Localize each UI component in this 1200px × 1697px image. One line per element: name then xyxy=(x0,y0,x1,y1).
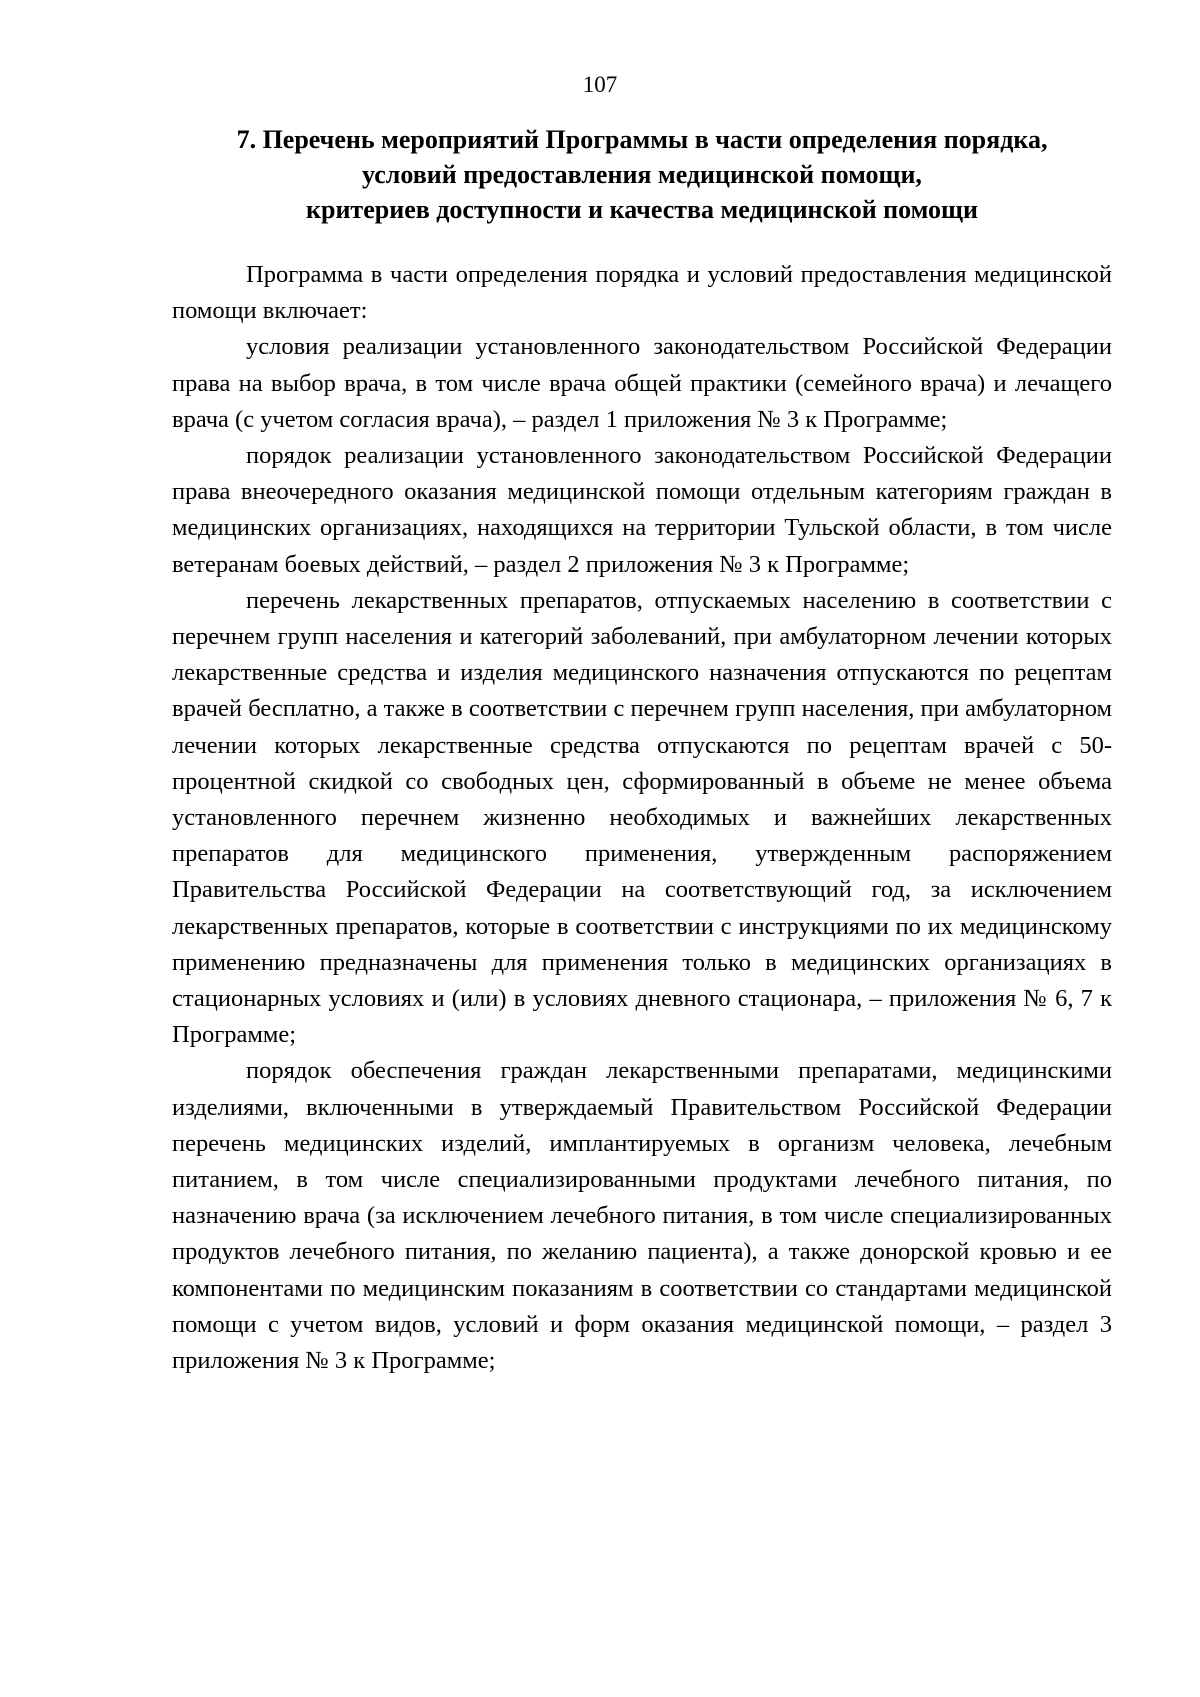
heading-line: критериев доступности и качества медицинской помощи xyxy=(306,195,978,224)
section-heading xyxy=(160,122,1124,227)
page-number: 107 xyxy=(582,72,618,97)
heading-line: 7. Перечень мероприятий Программы в части определения порядка, xyxy=(236,125,1048,154)
body-text xyxy=(172,257,1112,1379)
paragraph-intro: Программа в части определения порядка и условий предоставления медицинской помощи включает: xyxy=(172,261,1112,325)
paragraph-priority-care: порядок реализации установленного законодательством Российской Федерации права внеочередного оказания медицинской помощи отдельным категориям граждан в медицинских организациях, находящихся на территории Тульской области, в том числе ветеранам боевых действий, – раздел 2 приложения № 3 к Программе; xyxy=(172,442,1112,578)
paragraph-drug-list: перечень лекарственных препаратов, отпускаемых населению в соответствии с перечнем групп населения и категорий заболеваний, при амбулаторном лечении которых лекарственные средства и изделия медицинского назначения отпускаются по рецептам врачей бесплатно, а также в соответствии с перечнем групп населения, при амбулаторном лечении которых лекарственные средства отпускаются по рецептам врачей с 50-процентной скидкой со свободных цен, сформированный в объеме не менее объема установленного перечнем жизненно необходимых и важнейших лекарственных препаратов для медицинского применения, утвержденным распоряжением Правительства Российской Федерации на соответствующий год, за исключением лекарственных препаратов, которые в соответствии с инструкциями по их медицинскому применению предназначены для применения только в медицинских организациях в стационарных условиях и (или) в условиях дневного стационара, – приложения № 6, 7 к Программе; xyxy=(172,586,1112,1049)
heading-line: условий предоставления медицинской помощи, xyxy=(362,160,922,189)
paragraph-choice-of-doctor: условия реализации установленного законодательством Российской Федерации права на выбор врача, в том числе врача общей практики (семейного врача) и лечащего врача (с учетом согласия врача), – раздел 1 приложения № 3 к Программе; xyxy=(172,333,1112,433)
paragraph-supply-order: порядок обеспечения граждан лекарственными препаратами, медицинскими изделиями, включенными в утверждаемый Правительством Российской Федерации перечень медицинских изделий, имплантируемых в организм человека, лечебным питанием, в том числе специализированными продуктами лечебного питания, по назначению врача (за исключением лечебного питания, в том числе специализированных продуктов лечебного питания, по желанию пациента), а также донорской кровью и ее компонентами по медицинским показаниям в соответствии со стандартами медицинской помощи с учетом видов, условий и форм оказания медицинской помощи, – раздел 3 приложения № 3 к Программе; xyxy=(172,1057,1112,1375)
